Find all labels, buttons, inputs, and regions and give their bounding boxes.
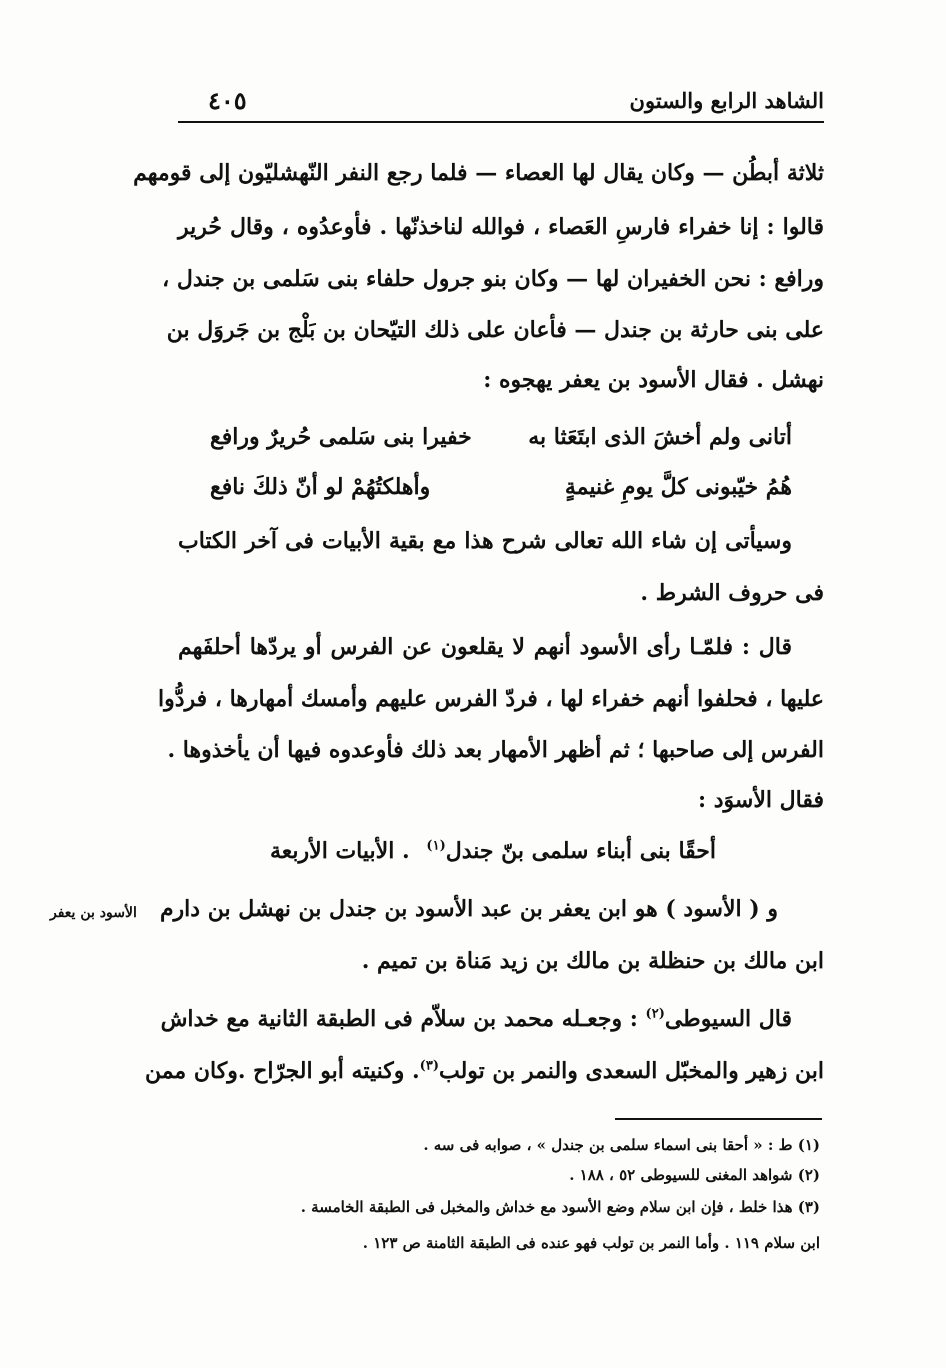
- text-run: ابن زهير والمخبّل السعدى والنمر بن تولب: [438, 1058, 824, 1084]
- verse-hemistich: [426, 838, 716, 864]
- footnote: (٣) هذا خلط ، فإن ابن سلام وضع الأسود مع خداش والمخبل فى الطبقة الخامسة .: [300, 1198, 820, 1216]
- verse-text: أحقًا بنى أبناء سلمى بنّ جندل: [445, 838, 716, 864]
- page-header: [178, 82, 824, 118]
- body-line: على بنى حارثة بن جندل — فأعان على ذلك التيّحان بن بَلْج بن جَروَل بن: [166, 317, 824, 343]
- body-line: و ( الأسود ) هو ابن يعفر بن عبد الأسود بن جندل بن نهشل بن دارم: [159, 896, 778, 922]
- body-line: عليها ، فحلفوا أنهم خفراء لها ، فردّ الفرس عليهم وأمسك أمهارها ، فردُّوا: [157, 686, 824, 712]
- header-rule: [178, 121, 824, 123]
- body-line: وسيأتى إن شاء الله تعالى شرح هذا مع بقية الأبيات فى آخر الكتاب: [178, 528, 792, 554]
- text-run: قال السيوطى: [664, 1006, 792, 1032]
- body-line: [144, 1058, 824, 1084]
- page-number: ٤٠٥: [208, 86, 247, 115]
- text-run: . وكنيته أبو الجرّاح .وكان ممن: [144, 1058, 420, 1084]
- footnote: (٢) شواهد المغنى للسيوطى ٥٢ ، ١٨٨ .: [569, 1166, 820, 1184]
- margin-note: الأسود بن يعفر: [50, 905, 137, 921]
- text-run: : وجعـله محمد بن سلاّم فى الطبقة الثانية مع خداش: [160, 1006, 646, 1032]
- footnote-marker: (١): [426, 838, 446, 854]
- body-line: فى حروف الشرط .: [640, 580, 824, 606]
- body-line: قال : فلمّـا رأى الأسود أنهم لا يقلعون عن الفرس أو يردّها أحلفَهم: [178, 634, 792, 660]
- verse-hemistich: أتانى ولم أخشَ الذى ابتَعَثا به: [528, 424, 792, 450]
- footnote: ابن سلام ١١٩ . وأما النمر بن تولب فهو عنده فى الطبقة الثامنة ص ١٢٣ .: [362, 1234, 820, 1252]
- footnote-marker: (٣): [419, 1058, 439, 1074]
- running-title: الشاهد الرابع والستون: [629, 88, 824, 113]
- verse-hemistich: هُمُ خيّبونى كلَّ يومِ غنيمةٍ: [564, 474, 792, 500]
- body-line: قالوا : إنا خفراء فارسِ العَصاء ، فوالله لناخذنّها . فأوعدُوه ، وقال حُرير: [178, 214, 824, 240]
- body-line: نهشل . فقال الأسود بن يعفر يهجوه :: [483, 367, 824, 393]
- verse-hemistich: خفيرا بنى سَلمى حُريرٌ ورافع: [210, 424, 472, 450]
- body-line: [160, 1006, 792, 1032]
- body-line: ورافع : نحن الخفيران لها — وكان بنو جرول حلفاء بنى سَلمى بن جندل ،: [162, 266, 824, 292]
- body-line: الفرس إلى صاحبها ؛ ثم أظهر الأمهار بعد ذلك فأوعدوه فيها أن يأخذوها .: [167, 737, 824, 763]
- footnote-marker: (٢): [645, 1006, 665, 1022]
- body-line: فقال الأسوَد :: [697, 787, 824, 813]
- footnote: (١) ط : « أحقا بنى اسماء سلمى بن جندل » ، صوابه فى سه .: [423, 1136, 820, 1154]
- verse-hemistich: وأهلكتُهُمْ لو أنّ ذلكَ نافع: [210, 474, 431, 500]
- body-line: ثلاثة أبطُن — وكان يقال لها العصاء — فلما رجع النفر النّهشليّون إلى قومهم: [133, 160, 824, 186]
- verse-hemistich: . الأبيات الأربعة: [270, 838, 410, 864]
- footnote-rule: [615, 1118, 822, 1120]
- body-line: ابن مالك بن حنظلة بن مالك بن زيد مَناة بن تميم .: [361, 948, 824, 974]
